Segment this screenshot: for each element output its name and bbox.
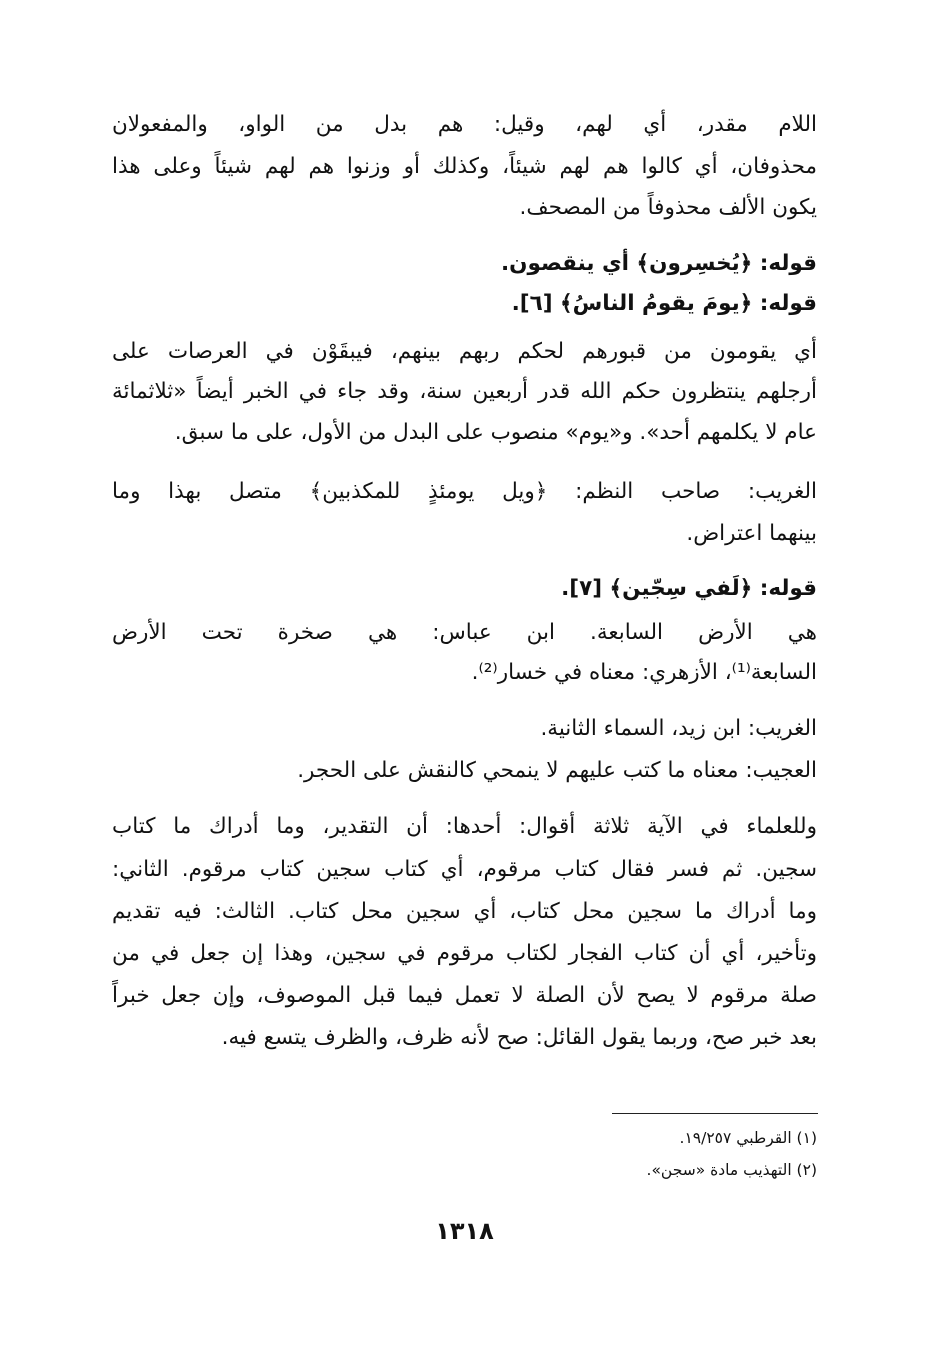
text-line: سجين. ثم فسر فقال كتاب مرقوم، أي كتاب سجين كتاب مرقوم. الثاني: <box>112 857 817 882</box>
text-line: أرجلهم ينتظرون حكم الله قدر أربعين سنة، وقد جاء في الخبر أيضاً «ثلاثمائة <box>112 379 817 404</box>
footnote: (٢) التهذيب مادة «سجن». <box>646 1161 817 1179</box>
quote-heading: قوله: ﴿يُخسِرون﴾ أي ينقصون. <box>500 251 817 276</box>
text-line: محذوفان، أي كالوا هم لهم شيئاً، وكذلك أو وزنوا هم لهم شيئاً وعلى هذا <box>112 154 817 179</box>
text-line: السابعة⁽¹⁾، الأزهري: معناه في خسار⁽²⁾. <box>471 660 817 685</box>
text-line: اللام مقدر، أي لهم، وقيل: هم بدل من الواو، والمفعولان <box>112 112 817 137</box>
quote-heading: قوله: ﴿يومَ يقومُ الناسُ﴾ [٦]. <box>511 291 817 316</box>
text-line: صلة مرقوم لا يصح لأن الصلة لا تعمل فيما قبل الموصوف، وإن جعل خبراً <box>112 983 817 1008</box>
text-line: هي الأرض السابعة. ابن عباس: هي صخرة تحت الأرض <box>112 620 817 645</box>
text-line: يكون الألف محذوفاً من المصحف. <box>519 195 817 220</box>
text-line: وللعلماء في الآية ثلاثة أقوال: أحدها: أن التقدير، وما أدراك ما كتاب <box>112 814 817 839</box>
footnote: (١) القرطبي ١٩/٢٥٧. <box>679 1129 817 1147</box>
text-line: وتأخير، أي أن كتاب الفجار لكتاب مرقوم في سجين، وهذا إن جعل في من <box>112 941 817 966</box>
text-line: أي يقومون من قبورهم لحكم ربهم بينهم، فيبقَوْن في العرصات على <box>112 339 817 364</box>
text-line: الغريب: صاحب النظم: ﴿ويل يومئذٍ للمكذبين﴾ متصل بهذا وما <box>112 479 817 504</box>
footnote-separator <box>612 1113 818 1114</box>
text-line: عام لا يكلمهم أحد». و«يوم» منصوب على البدل من الأول، على ما سبق. <box>174 420 817 445</box>
page-number: ١٣١٨ <box>435 1217 494 1245</box>
text-line: وما أدراك ما سجين محل كتاب، أي سجين محل كتاب. الثالث: فيه تقديم <box>112 899 817 924</box>
text-line: العجيب: معناه ما كتب عليهم لا ينمحي كالنقش على الحجر. <box>297 758 817 783</box>
text-line: بعد خبر صح، وربما يقول القائل: صح لأنه ظرف، والظرف يتسع فيه. <box>221 1025 817 1050</box>
quote-heading: قوله: ﴿لَفي سِجّين﴾ [٧]. <box>561 576 817 601</box>
text-line: الغريب: ابن زيد، السماء الثانية. <box>540 716 817 741</box>
text-line: بينهما اعتراض. <box>686 521 817 546</box>
